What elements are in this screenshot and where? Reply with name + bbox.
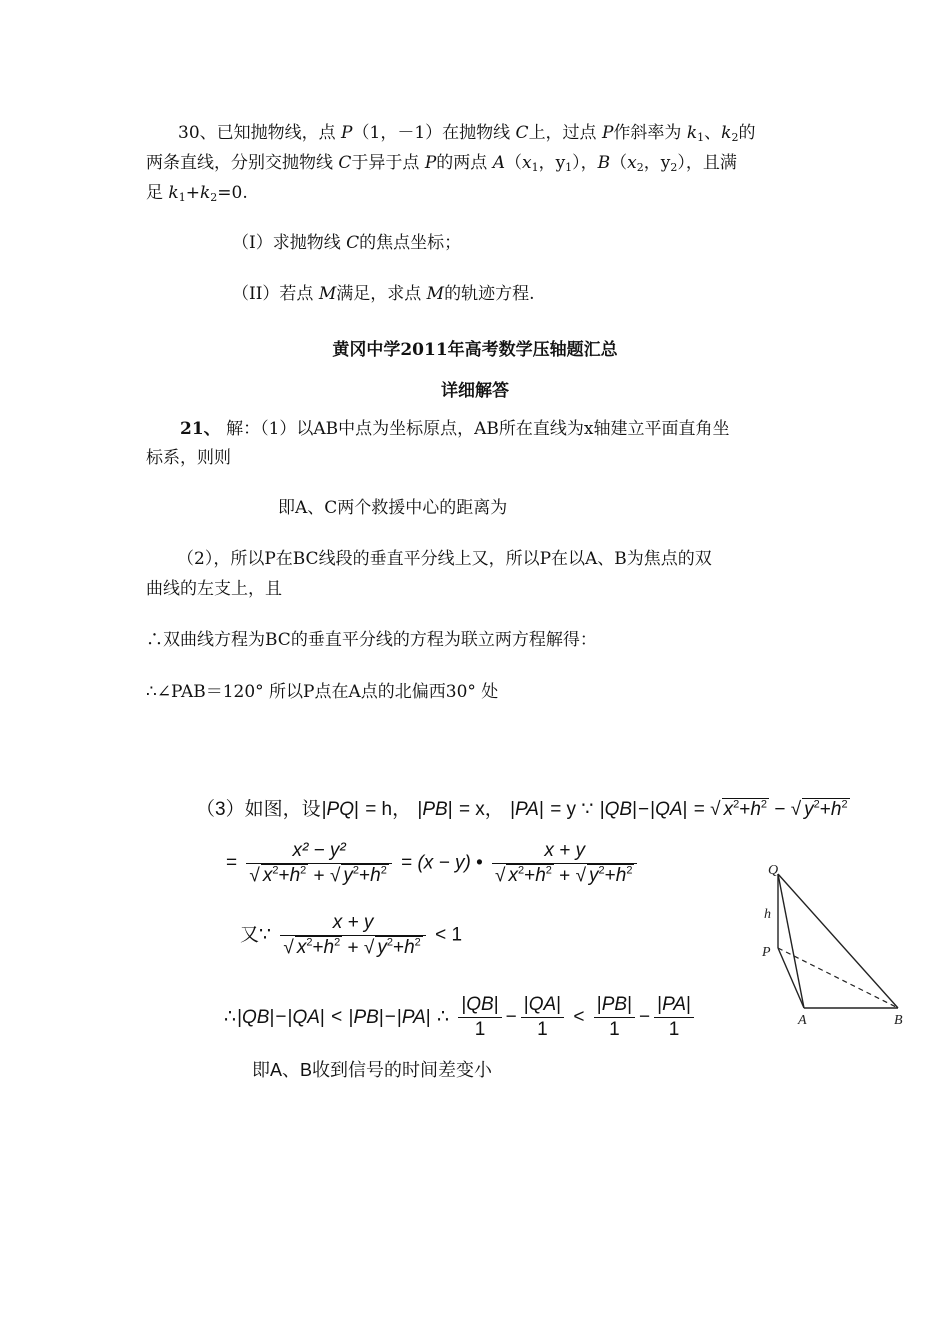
label-B: B: [894, 1013, 903, 1028]
fraction-1: $\frac{\text{x² − y²}}{√ x^2+h^2 + √ y^2+h^2}$: [246, 840, 391, 887]
fraction-pa: $\frac{|PA|}{1}$: [654, 994, 694, 1041]
problem30-part1: （I）求抛物线 C的焦点坐标；: [232, 233, 462, 253]
label-P: P: [762, 945, 771, 960]
fraction-qa: $\frac{|QA|}{1}$: [521, 994, 564, 1041]
problem30-line3: 足 $k_1+k_2=0$.: [146, 183, 248, 204]
problem30-line1: 30、已知抛物线，点 P（1，－1）在抛物线 C上，过点 P作斜率为 $k_1$、$k_2$的: [178, 123, 756, 144]
label-h: h: [764, 907, 771, 922]
fraction-pb: $\frac{|PB|}{1}$: [594, 994, 635, 1041]
fraction-3: $\frac{x + y}{√ x^2+h^2 + √ y^2+h^2}$: [280, 912, 425, 959]
solution21-line1: 21、 解：（1）以AB中点为坐标原点，AB所在直线为x轴建立平面直角坐: [180, 419, 730, 439]
solution21-line7: ∴∠PAB＝120° 所以P点在A点的北偏西30° 处: [146, 682, 499, 702]
fraction-qb: $\frac{|QB|}{1}$: [458, 994, 501, 1041]
solution21-line3: 即A、C两个救援中心的距离为: [278, 498, 508, 518]
label-Q: Q: [768, 863, 779, 878]
problem30-line2: 两条直线，分别交抛物线 C于异于点 P的两点 $A(x_1$，$y_1$），$B(x_2$，$y_2$），且满: [146, 153, 737, 174]
problem30-part2: （II）若点 M满足，求点 M的轨迹方程.: [232, 284, 535, 304]
geometry-figure: [752, 860, 912, 1030]
part3-line1: （3）如图，设|PQ| = h， |PB| = x， |PA| = y ∵ |QB|−|QA| = √ $x^2+h^2$ − √ $y^2+h^2$: [196, 798, 848, 820]
edge-PA: [778, 948, 804, 1008]
solution21-line6: ∴双曲线方程为BC的垂直平分线的方程为联立两方程解得：: [146, 630, 597, 650]
part3-line2: = $\frac{\text{x² − y²}}{√ x^2+h^2 + √ y^2+h^2}$ = (x − y) • $\frac{x + y}{√ x^2+h^2 + √ y^2+h^2}$: [226, 840, 641, 887]
part3-line4: ∴|QB|−|QA| < |PB|−|PA| ∴ $\frac{|QB|}{1}$ − $\frac{|QA|}{1}$ < $\frac{|PB|}{1}$ − $\frac{|PA|}{1}$: [224, 994, 698, 1041]
solution21-line2: 标系，则则: [146, 448, 231, 468]
edge-PB: [778, 948, 898, 1008]
page-subtitle: 详细解答: [441, 381, 509, 401]
solution21-line5: 曲线的左支上，且: [146, 579, 282, 599]
part3-conclusion: 即A、B收到信号的时间差变小: [252, 1060, 493, 1080]
page-title: 黄冈中学2011年高考数学压轴题汇总: [332, 340, 618, 360]
solution21-line4: （2），所以P在BC线段的垂直平分线上又，所以P在以A、B为焦点的双: [177, 549, 712, 569]
label-A: A: [798, 1013, 807, 1028]
part3-line3: 又∵ $\frac{x + y}{√ x^2+h^2 + √ y^2+h^2}$ < 1: [240, 912, 463, 959]
edge-QA: [778, 874, 804, 1008]
fraction-2: $\frac{x + y}{√ x^2+h^2 + √ y^2+h^2}$: [492, 840, 637, 887]
